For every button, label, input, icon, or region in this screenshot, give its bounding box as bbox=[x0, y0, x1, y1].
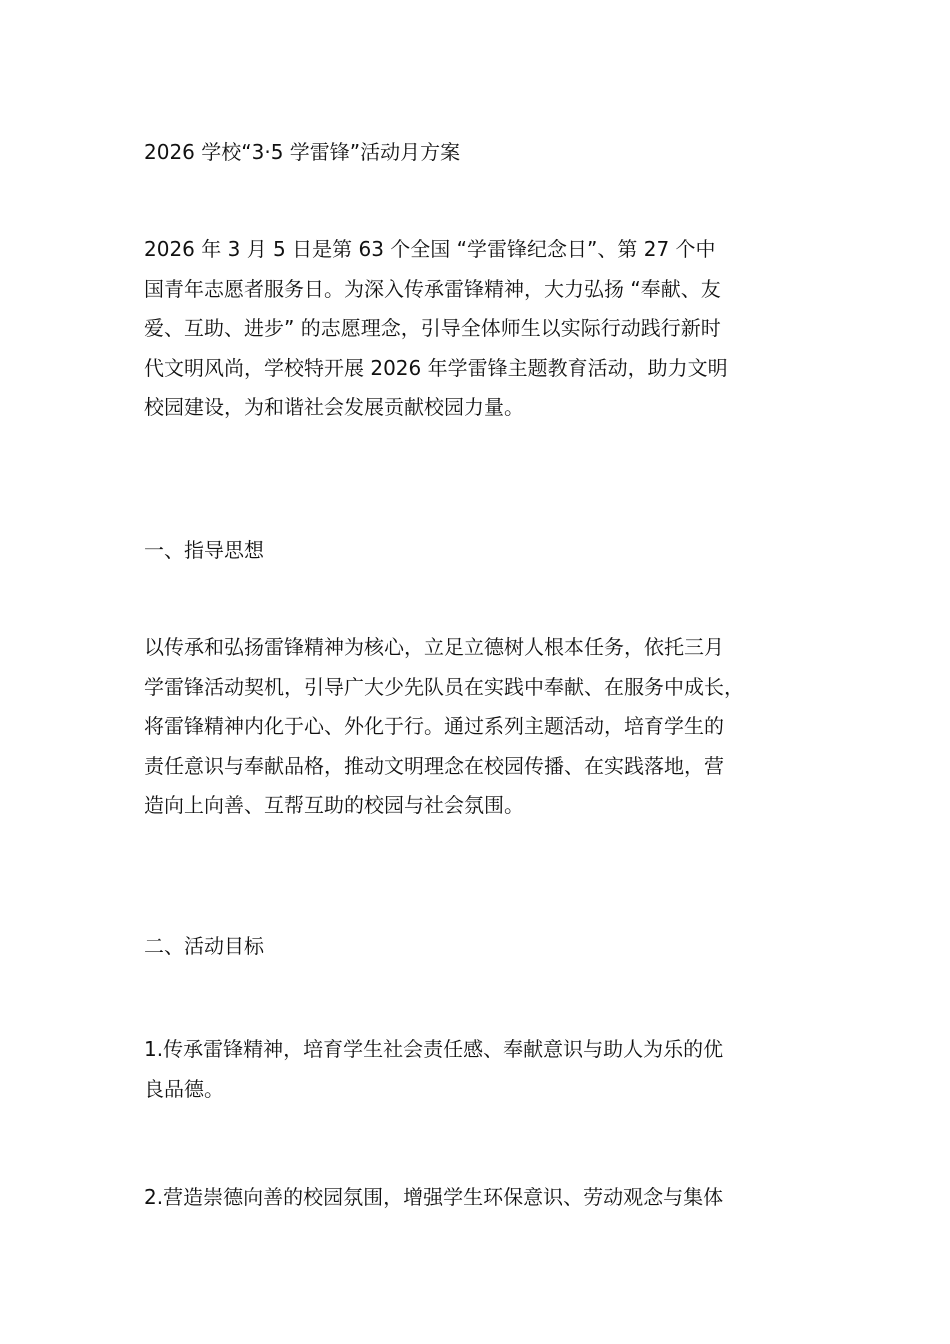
paragraph-line: 代文明风尚，学校特开展 2026 年学雷锋主题教育活动，助力文明 bbox=[144, 355, 728, 380]
goal-item-2 bbox=[144, 1178, 824, 1218]
section-heading-guiding-ideology: 一、指导思想 bbox=[144, 538, 264, 562]
paragraph-line: 将雷锋精神内化于心、外化于行。通过系列主题活动，培育学生的 bbox=[144, 714, 724, 738]
paragraph-line: 良品德。 bbox=[144, 1076, 224, 1101]
paragraph-line: 2.营造崇德向善的校园氛围，增强学生环保意识、劳动观念与集体 bbox=[144, 1185, 724, 1209]
section-heading-activity-goals: 二、活动目标 bbox=[144, 934, 264, 958]
paragraph-line: 校园建设，为和谐社会发展贡献校园力量。 bbox=[144, 395, 524, 419]
intro-paragraph bbox=[144, 230, 824, 428]
paragraph-line: 责任意识与奉献品格，推动文明理念在校园传播、在实践落地，营 bbox=[144, 753, 724, 778]
paragraph-line: 1.传承雷锋精神，培育学生社会责任感、奉献意识与助人为乐的优 bbox=[144, 1037, 724, 1061]
paragraph-line: 造向上向善、互帮互助的校园与社会氛围。 bbox=[144, 793, 524, 817]
document-title: 2026 学校“3·5 学雷锋”活动月方案 bbox=[144, 140, 461, 164]
paragraph-line: 2026 年 3 月 5 日是第 63 个全国 “学雷锋纪念日”、第 27 个中 bbox=[144, 237, 716, 261]
paragraph-line: 学雷锋活动契机，引导广大少先队员在实践中奉献、在服务中成长， bbox=[144, 674, 744, 699]
paragraph-line: 以传承和弘扬雷锋精神为核心，立足立德树人根本任务，依托三月 bbox=[144, 635, 724, 659]
guiding-ideology-paragraph bbox=[144, 628, 824, 826]
paragraph-line: 国青年志愿者服务日。为深入传承雷锋精神，大力弘扬 “奉献、友 bbox=[144, 276, 721, 301]
paragraph-line: 爱、互助、进步” 的志愿理念，引导全体师生以实际行动践行新时 bbox=[144, 316, 721, 340]
goal-item-1 bbox=[144, 1030, 824, 1109]
